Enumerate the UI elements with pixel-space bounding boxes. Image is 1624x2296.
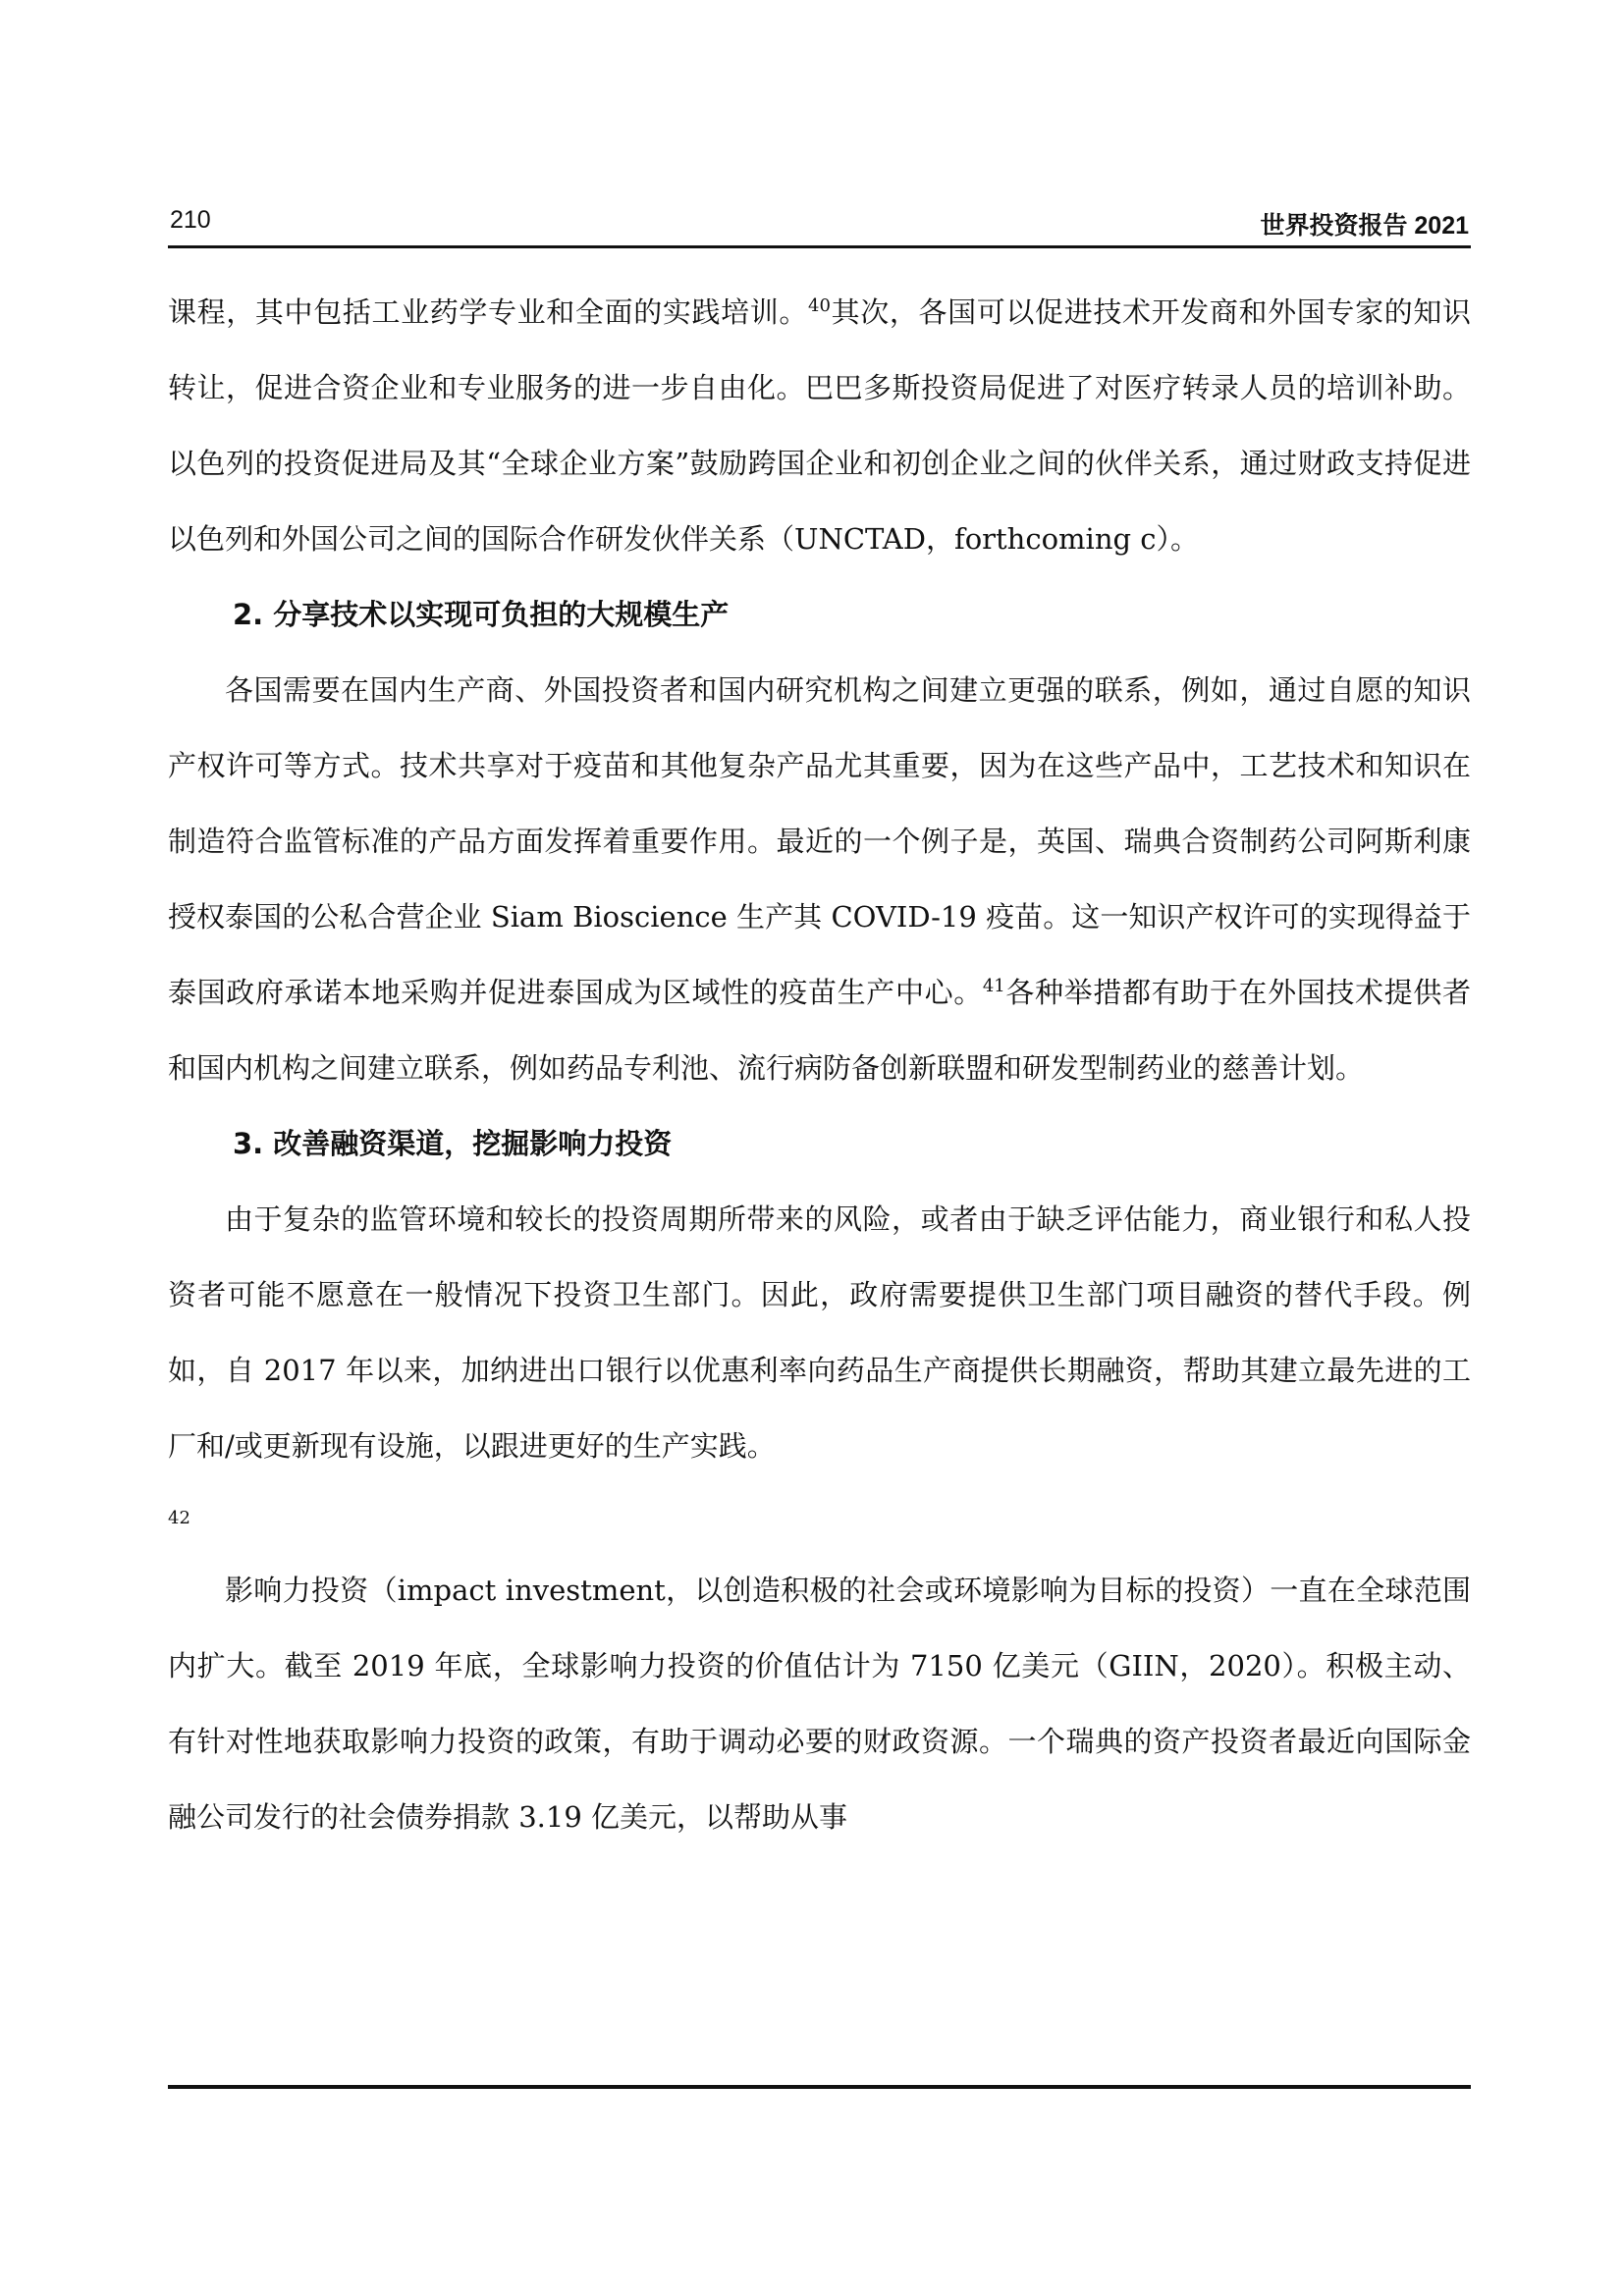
paragraph-2: [168, 653, 1471, 1106]
bottom-rule: [168, 2085, 1471, 2089]
footnote-ref-40: 40: [808, 295, 831, 316]
section-heading-3: 3. 改善融资渠道，挖掘影响力投资: [233, 1127, 673, 1160]
section-heading-2: 2. 分享技术以实现可负担的大规模生产: [233, 598, 730, 631]
paragraph-1: [168, 275, 1471, 577]
body-text: [168, 275, 1471, 1855]
paragraph-3: [168, 1182, 1471, 1484]
running-title: 世界投资报告 2021: [1260, 212, 1469, 240]
paragraph-3-text: 由于复杂的监管环境和较长的投资周期所带来的风险，或者由于缺乏评估能力，商业银行和私人投资者可能不愿意在一般情况下投资卫生部门。因此，政府需要提供卫生部门项目融资的替代手段。例如，自 2017 年以来，加纳进出口银行以优惠利率向药品生产商提供长期融资，帮助其建立最先进的工厂和/或更新现有设施，以跟进更好的生产实践。: [168, 1202, 1471, 1463]
page-number: 210: [170, 206, 211, 234]
paragraph-1-text-b: 其次，各国可以促进技术开发商和外国专家的知识转让，促进合资企业和专业服务的进一步自由化。巴巴多斯投资局促进了对医疗转录人员的培训补助。以色列的投资促进局及其“全球企业方案”鼓励跨国企业和初创企业之间的伙伴关系，通过财政支持促进以色列和外国公司之间的国际合作研发伙伴关系（UNCTAD，forthcoming c）。: [168, 295, 1471, 556]
paragraph-4: 影响力投资（impact investment，以创造积极的社会或环境影响为目标的投资）一直在全球范围内扩大。截至 2019 年底，全球影响力投资的价值估计为 7150 亿美元（GIIN，2020）。积极主动、有针对性地获取影响力投资的政策，有助于调动必要的财政资源。一个瑞典的资产投资者最近向国际金融公司发行的社会债券捐款 3.19 亿美元，以帮助从事: [168, 1574, 1471, 1834]
paragraph-2-text-a: 各国需要在国内生产商、外国投资者和国内研究机构之间建立更强的联系，例如，通过自愿的知识产权许可等方式。技术共享对于疫苗和其他复杂产品尤其重要，因为在这些产品中，工艺技术和知识在制造符合监管标准的产品方面发挥着重要作用。最近的一个例子是，英国、瑞典合资制药公司阿斯利康授权泰国的公私合营企业 Siam Bioscience 生产其 COVID-19 疫苗。这一知识产权许可的实现得益于泰国政府承诺本地采购并促进泰国成为区域性的疫苗生产中心。: [168, 673, 1471, 1009]
footnote-ref-41: 41: [982, 976, 1005, 996]
footnote-ref-42: 42: [168, 1508, 190, 1528]
page-header: [168, 196, 1471, 248]
paragraph-1-text-a: 课程，其中包括工业药学专业和全面的实践培训。: [168, 295, 809, 329]
paragraph-2-text-b: 各种举措都有助于在外国技术提供者和国内机构之间建立联系，例如药品专利池、流行病防备创新联盟和研发型制药业的慈善计划。: [168, 976, 1471, 1085]
